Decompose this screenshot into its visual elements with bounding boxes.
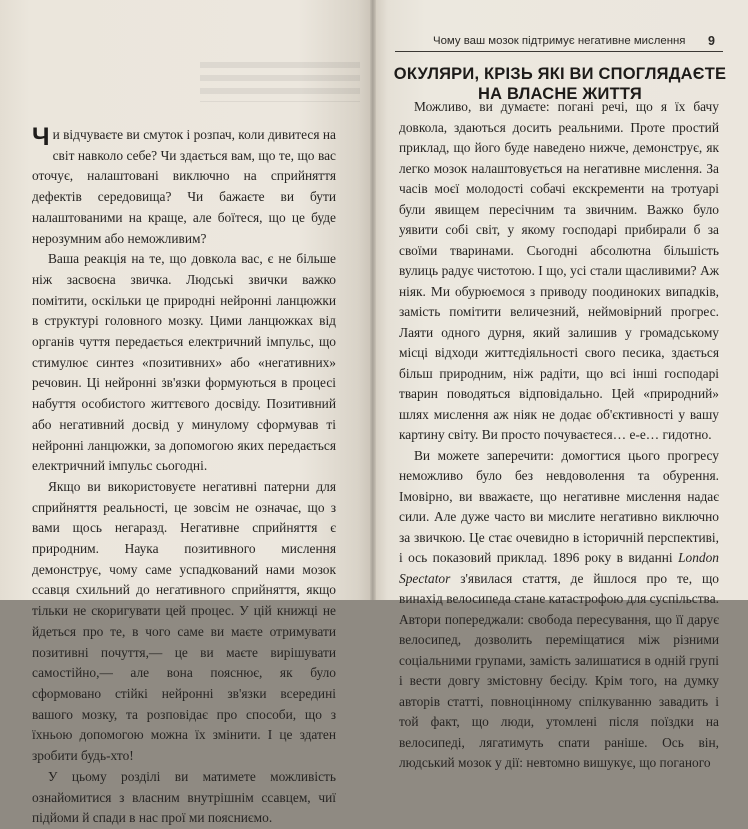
publication-name: London Spectator	[399, 550, 719, 586]
chapter-title: ОКУЛЯРИ, КРІЗЬ ЯКІ ВИ СПОГЛЯДАЄТЕ НА ВЛАСНЕ ЖИТТЯ	[393, 65, 727, 103]
right-paragraph-2	[399, 446, 719, 774]
left-paragraph-2: Ваша реакція на те, що довкола вас, є не більше ніж засвоєна звичка. Людські звички важко помітити, оскільки це природні нейронні ланцюжки в структурі головного мозку. Цими ланцюжках від органів чуття передається електричний імпульс, що стимулює синтез «позитивних» або «негативних» речовин. Ці нейронні зв'язки формуються в процесі набуття особистого життєвого досвіду. Позитивний або негативний досвід у минулому сформував ті нейронні ланцюжки, за допомогою яких передається електричний імпульс сьогодні.	[32, 251, 336, 474]
left-page-body	[32, 125, 336, 829]
right-paragraph-2-end: з'явилася стаття, де йшлося про те, що винахід велосипеда стане катастрофою для суспільства. Автори попереджали: свобода пересування, що її дарує велосипед, дозволить переміщатися між різними соціальними групами, замість залишатися в одній групі і вести довгу змістовну бесіду. Крім того, на думку авторів статті, повноцінному спілкуванню завадить і той факт, що люди, утомлені після поїздки на велосипеді, лягатимуть спати раніше. Ось він, людський мозок у дії: невтомно вишукує, що поганого	[399, 570, 719, 770]
left-paragraph-1-text: и відчуваєте ви смуток і розпач, коли дивитеся на світ навколо себе? Чи здається вам, що те, що вас оточує, налаштовані виключно на сприйняття дефектів середовища? Чи бажаєте ви бути налаштованими на краще, але боїтеся, що це буде нерозумним або неможливим?	[32, 127, 336, 246]
left-paragraph-1	[32, 125, 336, 249]
right-paragraph-2-start: Ви можете заперечити: домогтися цього прогресу неможливо було без невдоволення та обурення. Імовірно, ви вважаєте, що негативне мислення надає сили. Але дуже часто ви мислите негативно виключно за звичкою. Це стає очевидно в історичній перспективі, і ось показовий приклад. 1896 року в виданні	[399, 447, 719, 565]
left-page	[0, 0, 373, 826]
left-paragraph-4: У цьому розділі ви матимете можливість ознайомитися з власним внутрішнім ссавцем, чиї підйоми й спади в нас прої ми поясниємо.	[32, 768, 336, 826]
drop-cap: Ч	[32, 123, 50, 151]
book-spine	[370, 0, 376, 600]
right-page	[373, 0, 748, 770]
page-number: 9	[708, 34, 715, 48]
right-page-body	[399, 97, 719, 774]
right-paragraph-1: Можливо, ви думаєте: погані речі, що я їх бачу довкола, здаються досить реальними. Проте простий приклад, що його буде наведено нижче, демонструє, як легко мозок налаштовується на негативне мислення. За часів моєї молодості собачі екскременти на тротуарі були явищем пересічним та звичним. Важко було уявити собі світ, у якому господарі прибирали б за своїми тваринами. Сьогодні абсолютна більшість вулиць радує чистотою. І що, усі стали щасливими? Аж ніяк. Ми обурюємося з приводу поодиноких випадків, замість помітити величезний, неймовірний прогрес. Лаяти одного дурня, який залишив у громадському місці відходи життєдіяльності свого песика, здається більш природним, ніж радіти, що всі інші господарі тварин поводяться відповідально. Цей «природний» шлях мислення аж ніяк не додає об'єктивності у вашу картину світу. Ви просто почуваєтеся… е-е… гидотно.	[399, 99, 719, 442]
show-through-text	[200, 62, 360, 102]
left-paragraph-3: Якщо ви використовуєте негативні патерни для сприйняття реальності, це зовсім не означає, що з вами щось негаразд. Негативне сприйняття є природним. Наука позитивного мислення демонструє, чому саме успадкований нами мозок ссавця схильний до негативного сприйняття, якщо тільки не скоригувати цей процес. У цій книжці не йдеться про те, в чого саме ви маєте отримувати позитивні почуття,— це ви маєте вирішувати самостійно,— але вона пояснює, як було сформовано стійкі нейронні зв'язки всередині вашого мозку, та розповідає про способи, що з їхньою допомогою можна їх змінити. І це здатен зробити будь-хто!	[32, 478, 336, 764]
running-header-title: Чому ваш мозок підтримує негативне мислення	[433, 35, 686, 47]
running-header	[395, 34, 723, 52]
